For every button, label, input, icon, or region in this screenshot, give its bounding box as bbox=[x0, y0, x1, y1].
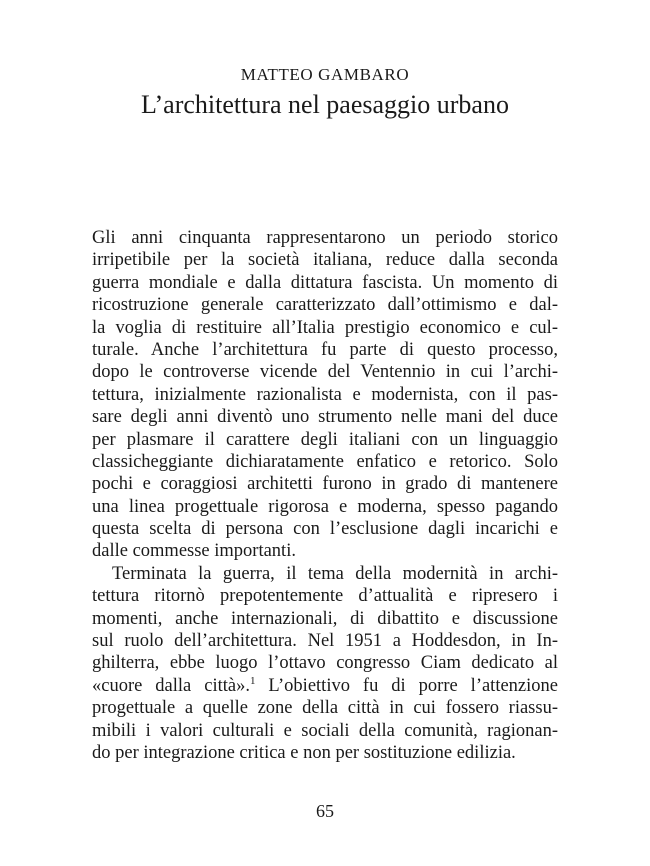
text-line: sare degli anni diventò uno strumento nelle mani del duce bbox=[92, 407, 558, 428]
text-line: classicheggiante dichiaratamente enfatico e retorico. Solo bbox=[92, 451, 558, 472]
text-line: do per integrazione critica e non per sostituzione edilizia. bbox=[92, 742, 516, 763]
paragraph-1 bbox=[92, 227, 558, 563]
text-line: Gli anni cinquanta rappresentarono un periodo storico bbox=[92, 228, 558, 248]
body-text bbox=[92, 227, 558, 764]
chapter-author: MATTEO GAMBARO bbox=[240, 65, 410, 84]
text-line: ghilterra, ebbe luogo l’ottavo congresso Ciam dedicato al bbox=[92, 653, 558, 674]
text-line-segment: «cuore dalla città». bbox=[92, 675, 250, 696]
text-line: tettura ritornò prepotentemente d’attualità e ripresero i bbox=[92, 586, 558, 607]
text-line: tettura, inizialmente razionalista e modernista, con il pas- bbox=[92, 384, 558, 405]
page-number: 65 bbox=[316, 801, 334, 821]
paragraph-2 bbox=[92, 563, 558, 765]
text-line: sul ruolo dell’architettura. Nel 1951 a Hoddesdon, in In- bbox=[92, 631, 558, 652]
text-line: turale. Anche l’architettura fu parte di questo processo, bbox=[92, 339, 558, 360]
text-line-segment: L’obiettivo fu di porre l’attenzione bbox=[255, 675, 558, 696]
text-line: la voglia di restituire all’Italia prestigio economico e cul- bbox=[92, 317, 558, 338]
text-line: Terminata la guerra, il tema della modernità in archi- bbox=[112, 563, 558, 584]
text-line: questa scelta di persona con l’esclusione dagli incarichi e bbox=[92, 519, 558, 540]
chapter-title: L’architettura nel paesaggio urbano bbox=[141, 90, 509, 119]
text-line: pochi e coraggiosi architetti furono in grado di mantenere bbox=[92, 474, 558, 495]
text-line: ricostruzione generale caratterizzato dall’ottimismo e dal- bbox=[92, 295, 558, 316]
text-line: una linea progettuale rigorosa e moderna, spesso pagando bbox=[92, 496, 558, 517]
text-line: mibili i valori culturali e sociali della comunità, ragionan- bbox=[92, 720, 558, 741]
text-line: dopo le controverse vicende del Ventennio in cui l’archi- bbox=[92, 362, 558, 383]
text-line-with-footnote bbox=[92, 675, 558, 697]
footnote-marker[interactable]: 1 bbox=[249, 674, 256, 687]
text-line: momenti, anche internazionali, di dibattito e discussione bbox=[92, 608, 558, 629]
text-line: guerra mondiale e dalla dittatura fascista. Un momento di bbox=[92, 272, 558, 293]
text-line: progettuale a quelle zone della città in cui fossero riassu- bbox=[92, 698, 558, 719]
text-line: dalle commesse importanti. bbox=[92, 541, 296, 562]
text-line: per plasmare il carattere degli italiani con un linguaggio bbox=[92, 429, 558, 450]
text-line: irripetibile per la società italiana, reduce dalla seconda bbox=[92, 250, 558, 271]
